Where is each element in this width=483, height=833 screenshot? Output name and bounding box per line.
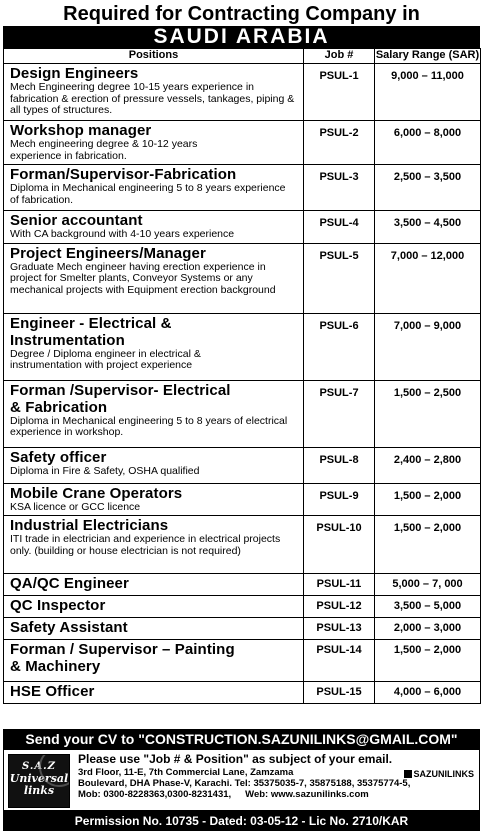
- position-description: Mech engineering degree & 10-12 years experience in fabrication.: [10, 138, 198, 162]
- address-line-2: Boulevard, DHA Phase-V, Karachi. Tel: 35375035-7, 35875188, 35375774-5,: [78, 778, 411, 789]
- job-number: PSUL-2: [304, 121, 375, 165]
- position-title: Project Engineers/Manager: [10, 244, 206, 262]
- position-cell: [4, 596, 304, 618]
- position-cell: [4, 618, 304, 640]
- position-cell: [4, 574, 304, 596]
- salary-range: 4,000 – 6,000: [375, 682, 481, 704]
- salary-range: 2,000 – 3,000: [375, 618, 481, 640]
- position-cell: [4, 211, 304, 244]
- column-header-salary-range: Salary Range (SAR): [375, 49, 481, 64]
- position-title: Mobile Crane Operators: [10, 484, 183, 502]
- position-title: HSE Officer: [10, 683, 95, 700]
- salary-range: 1,500 – 2,500: [375, 380, 481, 447]
- salary-range: 7,000 – 12,000: [375, 243, 481, 313]
- position-title: Engineer - Electrical & Instrumentation: [10, 314, 172, 349]
- job-row: [4, 574, 481, 596]
- job-number: PSUL-7: [304, 380, 375, 447]
- jobs-table-header-row: [4, 49, 481, 64]
- job-number: PSUL-11: [304, 574, 375, 596]
- logo-text-universal: Universal: [9, 772, 69, 785]
- salary-range: 3,500 – 4,500: [375, 211, 481, 244]
- position-cell: [4, 447, 304, 483]
- salary-range: 2,500 – 3,500: [375, 165, 481, 211]
- website: Web: www.sazunilinks.com: [245, 789, 369, 800]
- salary-range: 9,000 – 11,000: [375, 64, 481, 121]
- job-number: PSUL-6: [304, 313, 375, 380]
- position-cell: [4, 64, 304, 121]
- logo-text-saz: S.A.Z: [22, 761, 56, 772]
- send-cv-banner: Send your CV to "CONSTRUCTION.SAZUNILINKS@GMAIL.COM": [3, 729, 480, 750]
- job-number: PSUL-9: [304, 483, 375, 516]
- job-row: [4, 483, 481, 516]
- job-row: [4, 165, 481, 211]
- position-title: QC Inspector: [10, 597, 106, 614]
- position-cell: [4, 516, 304, 574]
- position-cell: [4, 682, 304, 704]
- job-row: [4, 640, 481, 682]
- job-row: [4, 447, 481, 483]
- position-description: Degree / Diploma engineer in electrical & instrumentation with project experience: [10, 347, 201, 371]
- job-row: [4, 64, 481, 121]
- position-description: Diploma in Mechanical engineering 5 to 8 years experience of fabrication.: [10, 182, 286, 206]
- salary-range: 3,500 – 5,000: [375, 596, 481, 618]
- job-number: PSUL-3: [304, 165, 375, 211]
- column-header-job-number: Job #: [304, 49, 375, 64]
- position-title: Forman/Supervisor-Fabrication: [10, 166, 237, 183]
- position-description: Diploma in Mechanical engineering 5 to 8 years of electrical experience in workshop.: [10, 414, 288, 438]
- salary-range: 7,000 – 9,000: [375, 313, 481, 380]
- salary-range: 1,500 – 2,000: [375, 640, 481, 682]
- position-description: KSA licence or GCC licence: [10, 500, 141, 513]
- job-row: [4, 618, 481, 640]
- salary-range: 5,000 – 7, 000: [375, 574, 481, 596]
- brand-mark: [404, 769, 475, 780]
- logo-text-links: links: [23, 784, 55, 797]
- position-cell: [4, 483, 304, 516]
- salary-range: 1,500 – 2,000: [375, 483, 481, 516]
- position-title: Senior accountant: [10, 212, 143, 229]
- position-title: Forman /Supervisor- Electrical & Fabrication: [10, 381, 231, 416]
- job-number: PSUL-15: [304, 682, 375, 704]
- position-cell: [4, 313, 304, 380]
- job-number: PSUL-1: [304, 64, 375, 121]
- position-title: Safety officer: [10, 448, 107, 466]
- saz-universal-links-logo: [8, 754, 70, 808]
- position-description: ITI trade in electrician and experience in electrical projects only. (building or house electrician is not required): [10, 533, 281, 557]
- position-cell: [4, 121, 304, 165]
- job-row: [4, 380, 481, 447]
- job-number: PSUL-13: [304, 618, 375, 640]
- job-number: PSUL-4: [304, 211, 375, 244]
- position-title: Workshop manager: [10, 122, 152, 139]
- column-header-positions: Positions: [4, 49, 304, 64]
- position-description: Mech Engineering degree 10-15 years experience in fabrication & erection of pressure vessels, tankages, piping & all types of structures.: [10, 81, 295, 116]
- job-number: PSUL-12: [304, 596, 375, 618]
- job-row: [4, 596, 481, 618]
- salary-range: 2,400 – 2,800: [375, 447, 481, 483]
- position-cell: [4, 640, 304, 682]
- job-number: PSUL-14: [304, 640, 375, 682]
- position-cell: [4, 243, 304, 313]
- job-number: PSUL-8: [304, 447, 375, 483]
- position-title: Forman / Supervisor – Painting & Machinery: [10, 641, 235, 675]
- salary-range: 1,500 – 2,000: [375, 516, 481, 574]
- contact-footer: [3, 750, 480, 811]
- position-title: Safety Assistant: [10, 619, 128, 636]
- position-description: Graduate Mech engineer having erection experience in project for Smelter plants, Conveyor Systems or any mechanical projects with Equipment erection background: [10, 260, 276, 296]
- job-row: [4, 243, 481, 313]
- jobs-table: [3, 48, 481, 704]
- job-number: PSUL-10: [304, 516, 375, 574]
- headline: Required for Contracting Company in: [63, 3, 420, 25]
- position-title: QA/QC Engineer: [10, 575, 129, 592]
- job-row: [4, 682, 481, 704]
- salary-range: 6,000 – 8,000: [375, 121, 481, 165]
- headline-country-banner: SAUDI ARABIA: [3, 26, 480, 48]
- mobile-numbers: Mob: 0300-8228363,0300-8231431,: [78, 789, 232, 800]
- email-subject-instruction: Please use "Job # & Position" as subject of your email.: [78, 752, 393, 766]
- brand-square-icon: [404, 770, 412, 778]
- address-line-1: 3rd Floor, 11-E, 7th Commercial Lane, Zamzama: [78, 767, 294, 778]
- brand-name: SAZUNILINKS: [413, 769, 474, 779]
- job-row: [4, 516, 481, 574]
- contact-details: [78, 752, 476, 800]
- position-cell: [4, 165, 304, 211]
- job-row: [4, 121, 481, 165]
- job-row: [4, 211, 481, 244]
- job-row: [4, 313, 481, 380]
- permission-banner: Permission No. 10735 - Dated: 03-05-12 - Lic No. 2710/KAR: [3, 811, 480, 831]
- position-description: With CA background with 4-10 years experience: [10, 228, 235, 240]
- job-number: PSUL-5: [304, 243, 375, 313]
- position-cell: [4, 380, 304, 447]
- position-description: Diploma in Fire & Safety, OSHA qualified: [10, 464, 200, 477]
- mobile-web-line: [78, 789, 476, 800]
- position-title: Industrial Electricians: [10, 517, 169, 534]
- position-title: Design Engineers: [10, 65, 139, 82]
